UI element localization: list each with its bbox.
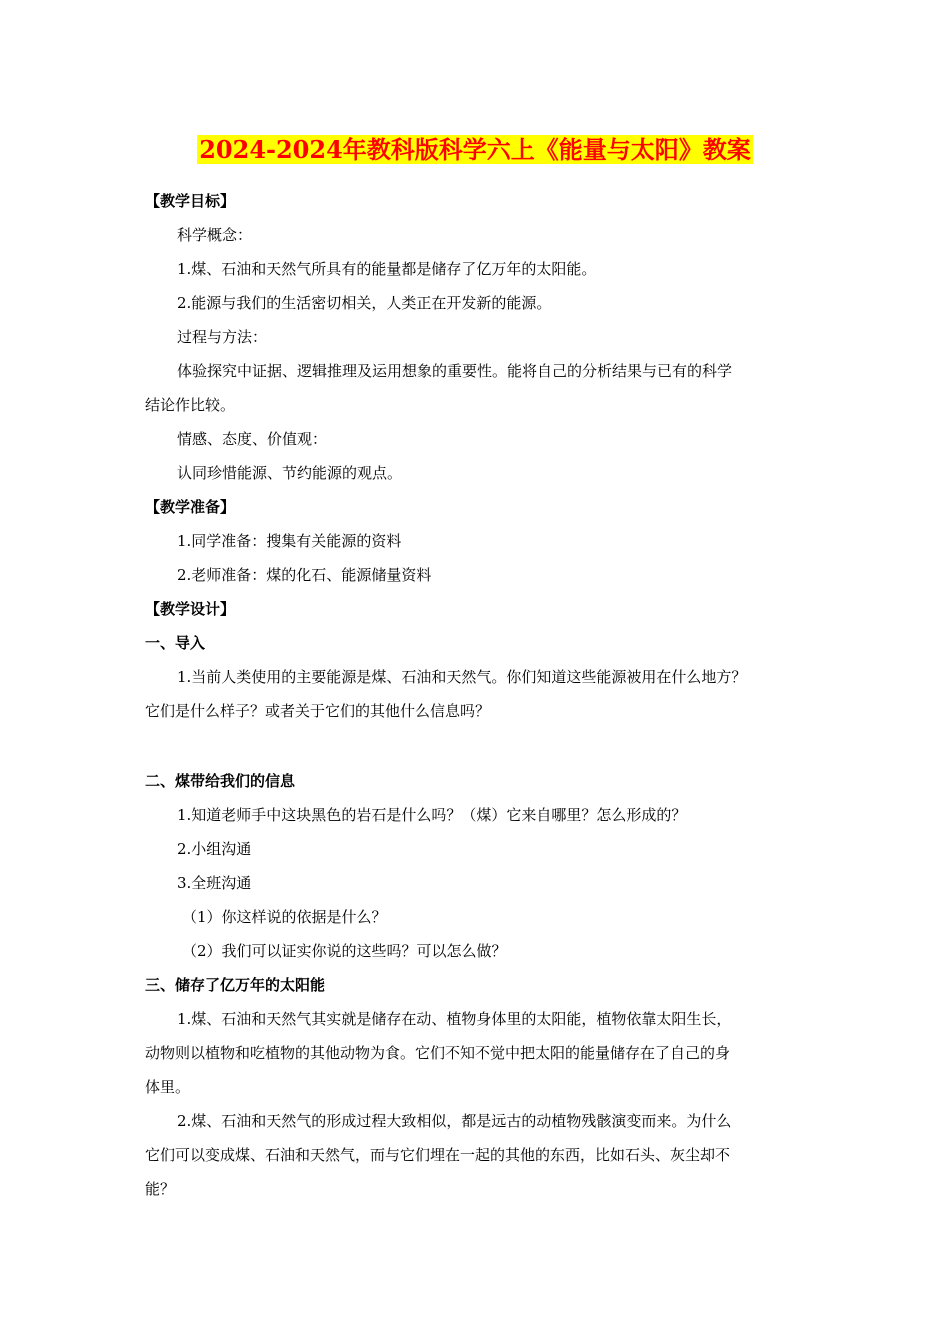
title-highlight: 2024-2024年教科版科学六上《能量与太阳》教案	[199, 135, 751, 164]
section-3-paragraph-2-line-1: 2.煤、石油和天然气的形成过程大致相似，都是远古的动植物残骸演变而来。为什么	[177, 1112, 732, 1130]
document-title	[0, 132, 950, 168]
section-1-paragraph-line-2: 它们是什么样子？或者关于它们的其他什么信息吗？	[145, 702, 491, 720]
section-2-heading: 二、煤带给我们的信息	[145, 772, 296, 790]
section-3-paragraph-1-line-2: 动物则以植物和吃植物的其他动物为食。它们不知不觉中把太阳的能量储存在了自己的身	[145, 1044, 731, 1062]
goals-heading: 【教学目标】	[145, 192, 236, 210]
document-body	[0, 184, 950, 1206]
section-1-paragraph-line-1: 1.当前人类使用的主要能源是煤、石油和天然气。你们知道这些能源被用在什么地方？	[177, 668, 747, 686]
section-3-paragraph-2-line-2: 它们可以变成煤、石油和天然气，而与它们埋在一起的其他的东西，比如石头、灰尘却不	[145, 1146, 731, 1164]
concept-item-1: 1.煤、石油和天然气所具有的能量都是储存了亿万年的太阳能。	[177, 260, 597, 278]
section-1-heading: 一、导入	[145, 634, 206, 652]
process-text-line-2: 结论作比较。	[145, 396, 236, 414]
concept-item-2: 2.能源与我们的生活密切相关，人类正在开发新的能源。	[177, 294, 552, 312]
concept-label: 科学概念：	[177, 226, 253, 244]
prep-item-2: 2.老师准备：煤的化石、能源储量资料	[177, 566, 432, 584]
section-2-item-2: 2.小组沟通	[177, 840, 252, 858]
attitude-label: 情感、态度、价值观：	[177, 430, 328, 448]
section-2-question-1: （1）你这样说的依据是什么？	[182, 908, 387, 926]
prep-item-1: 1.同学准备：搜集有关能源的资料	[177, 532, 402, 550]
section-2-item-3: 3.全班沟通	[177, 874, 252, 892]
process-text-line-1: 体验探究中证据、逻辑推理及运用想象的重要性。能将自己的分析结果与已有的科学	[177, 362, 733, 380]
section-2-item-1: 1.知道老师手中这块黑色的岩石是什么吗？（煤）它来自哪里？怎么形成的？	[177, 806, 687, 824]
process-label: 过程与方法：	[177, 328, 268, 346]
section-3-heading: 三、储存了亿万年的太阳能	[145, 976, 326, 994]
section-3-paragraph-1-line-3: 体里。	[145, 1078, 191, 1096]
prep-heading: 【教学准备】	[145, 498, 236, 516]
blank-line	[0, 728, 950, 764]
design-heading: 【教学设计】	[145, 600, 236, 618]
attitude-text: 认同珍惜能源、节约能源的观点。	[177, 464, 403, 482]
section-3-paragraph-1-line-1: 1.煤、石油和天然气其实就是储存在动、植物身体里的太阳能，植物依靠太阳生长，	[177, 1010, 732, 1028]
section-3-paragraph-2-line-3: 能？	[145, 1180, 176, 1198]
section-2-question-2: （2）我们可以证实你说的这些吗？可以怎么做？	[182, 942, 507, 960]
